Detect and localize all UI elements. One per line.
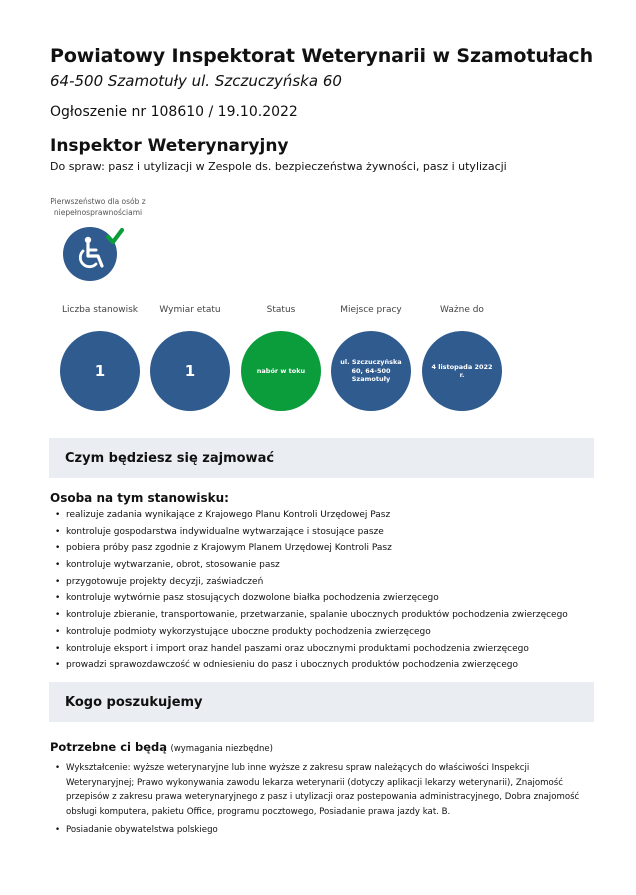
stat-label-valid-until: Ważne do — [440, 305, 484, 315]
institution-address: 64-500 Szamotuły ul. Szczuczyńska 60 — [50, 72, 342, 90]
position-title: Inspektor Weterynaryjny — [50, 136, 289, 156]
stat-label-workload: Wymiar etatu — [159, 305, 221, 315]
list-item: • pobiera próby pasz zgodnie z Krajowym Planem Urzędowej Kontroli Pasz — [52, 540, 592, 557]
requirements-subheading-title: Potrzebne ci będą — [50, 740, 167, 754]
stat-label-workplace: Miejsce pracy — [340, 305, 402, 315]
stat-label-positions: Liczba stanowisk — [62, 305, 138, 315]
list-item: • kontroluje podmioty wykorzystujące uboczne produkty pochodzenia zwierzęcego — [52, 624, 592, 641]
list-item: • Posiadanie obywatelstwa polskiego — [52, 823, 588, 838]
list-item: • kontroluje eksport i import oraz handel paszami oraz ubocznymi produktami pochodzenia zwierzęcego — [52, 641, 592, 658]
requirements-subheading-note: (wymagania niezbędne) — [170, 744, 273, 754]
position-description: Do spraw: pasz i utylizacji w Zespole ds. bezpieczeństwa żywności, pasz i utylizacji — [50, 160, 507, 173]
stat-status-circle: nabór w toku — [241, 331, 321, 411]
stat-valid-until-circle: 4 listopada 2022 r. — [422, 331, 502, 411]
stat-workplace-circle: ul. Szczuczyńska 60, 64-500 Szamotuły — [331, 331, 411, 411]
list-item: • prowadzi sprawozdawczość w odniesieniu do pasz i ubocznych produktów pochodzenia zwierzęcego — [52, 657, 592, 674]
disability-preference-badge — [62, 224, 126, 284]
requirements-section-heading: Kogo poszukujemy — [49, 682, 594, 722]
wheelchair-icon — [62, 224, 126, 284]
announcement-number: Ogłoszenie nr 108610 / 19.10.2022 — [50, 104, 298, 120]
duties-subheading: Osoba na tym stanowisku: — [50, 491, 229, 505]
stat-label-status: Status — [266, 305, 296, 315]
disability-preference-label: Pierwszeństwo dla osób z niepełnosprawnościami — [50, 197, 146, 217]
requirements-list — [52, 761, 588, 842]
list-item: • kontroluje wytwórnie pasz stosujących dozwolone białka pochodzenia zwierzęcego — [52, 590, 592, 607]
list-item: • kontroluje wytwarzanie, obrot, stosowanie pasz — [52, 557, 592, 574]
list-item: • realizuje zadania wynikające z Krajowego Planu Kontroli Urzędowej Pasz — [52, 507, 592, 524]
requirements-subheading — [50, 740, 273, 754]
duties-section-heading: Czym będziesz się zajmować — [49, 438, 594, 478]
stat-workload-circle: 1 — [150, 331, 230, 411]
list-item: • kontroluje zbieranie, transportowanie, przetwarzanie, spalanie ubocznych produktów pochodzenia zwierzęcego — [52, 607, 592, 624]
stat-positions-circle: 1 — [60, 331, 140, 411]
institution-name: Powiatowy Inspektorat Weterynarii w Szamotułach — [50, 45, 594, 67]
duties-list — [52, 507, 592, 674]
list-item: • kontroluje gospodarstwa indywidualne wytwarzające i stosujące pasze — [52, 524, 592, 541]
list-item: • przygotowuje projekty decyzji, zaświadczeń — [52, 574, 592, 591]
list-item: • Wykształcenie: wyższe weterynaryjne lub inne wyższe z zakresu spraw należących do właściwości Inspekcji Weterynaryjnej; Prawo wykonywania zawodu lekarza weterynarii (dotyczy aplikacji lekarzy weterynarii), Znajomość przepisów z zakresu prawa weterynaryjnego z pasz i utylizacji oraz postepowania administracyjnego, Dobra znajomość obsługi komputera, pakietu Office, programu pocztowego, Posiadanie prawa jazdy kat. B. — [52, 761, 588, 819]
